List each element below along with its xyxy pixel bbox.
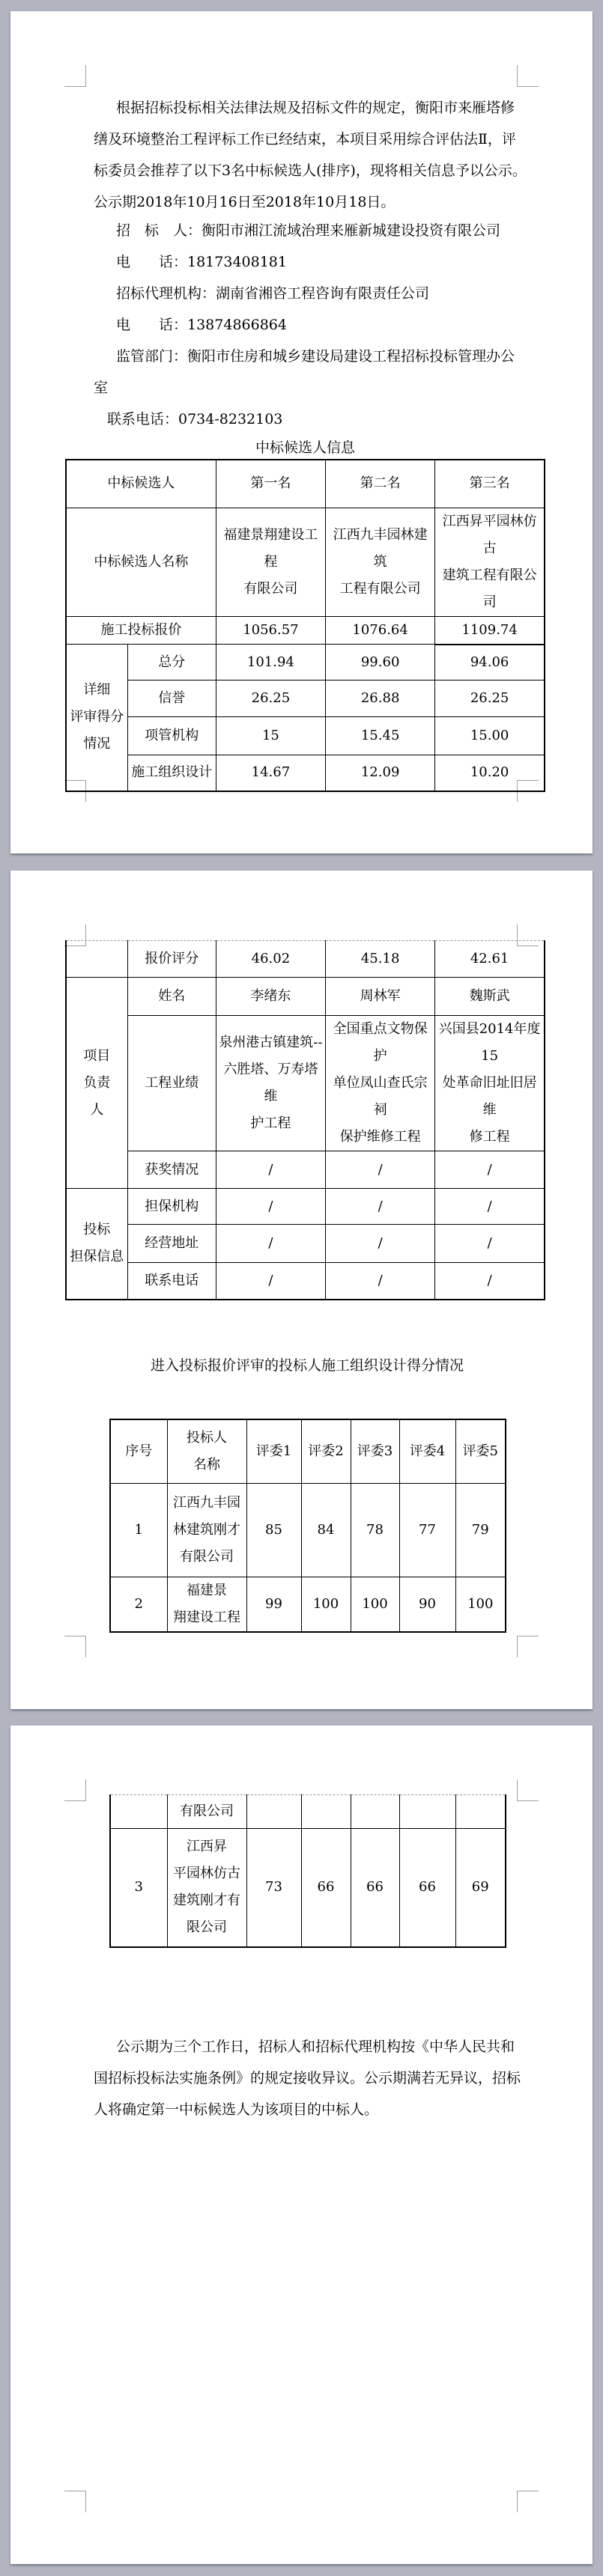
- row-label-cell: 担保机构: [127, 1189, 216, 1225]
- score-cell: 14.67: [216, 755, 325, 791]
- table-header-cell: 第三名: [435, 460, 545, 508]
- score-cell: 26.88: [326, 680, 435, 717]
- table-cell-empty: [301, 1795, 351, 1829]
- margin-mark-icon: [517, 2491, 539, 2512]
- table-header-cell: 第一名: [216, 460, 325, 508]
- group-label-cell: 投标 担保信息: [66, 1189, 127, 1300]
- row-label-cell: 报价评分: [127, 941, 216, 978]
- row-label-cell: 信誉: [127, 680, 216, 717]
- row-label-cell: 中标候选人名称: [66, 508, 216, 616]
- closing-line: 国招标投标法实施条例》的规定接收异议。公示期满若无异议，招标: [94, 2070, 521, 2086]
- achievement-cell: 泉州港古镇建筑-- 六胜塔、万寿塔维 护工程: [216, 1016, 325, 1151]
- price-cell: 1076.64: [326, 616, 435, 645]
- document-viewer: [0, 11, 603, 2576]
- score-cell: 15.45: [326, 717, 435, 755]
- table-header-cell: 评委3: [351, 1419, 399, 1483]
- judge-score-cell: 73: [246, 1829, 301, 1947]
- page-1: [10, 11, 593, 853]
- table-cell: /: [216, 1263, 325, 1300]
- score-cell: 46.02: [216, 941, 325, 978]
- table-cell: /: [216, 1225, 325, 1263]
- contact-line-phone2: 电 话：13874866864: [116, 317, 287, 333]
- achievement-cell: 全国重点文物保护 单位凤山查氏宗祠 保护维修工程: [326, 1016, 435, 1151]
- price-cell: 1109.74: [435, 616, 545, 645]
- score-cell: 94.06: [435, 645, 545, 680]
- table-cell-empty: [110, 1795, 167, 1829]
- scores-table-title: 进入投标报价评审的投标人施工组织设计得分情况: [150, 1357, 464, 1374]
- contact-line-supervisor: 监管部门：衡阳市住房和城乡建设局建设工程招标投标管理办公: [116, 348, 515, 365]
- candidate-name-cell: 福建景翔建设工程 有限公司: [216, 508, 325, 616]
- judge-score-cell: 100: [455, 1577, 506, 1632]
- table-header-cell: 评委1: [246, 1419, 301, 1483]
- bidder-name-cell: 江西九丰园 林建筑刚才 有限公司: [167, 1483, 246, 1577]
- table-cell-empty: [455, 1795, 506, 1829]
- intro-line: 缮及环境整治工程评标工作已经结束，本项目采用综合评估法Ⅱ，评: [94, 131, 516, 147]
- row-label-cell: 工程业绩: [127, 1016, 216, 1151]
- row-label-cell: 姓名: [127, 978, 216, 1016]
- row-label-cell: 获奖情况: [127, 1151, 216, 1189]
- margin-mark-icon: [517, 1636, 539, 1657]
- page-3: [10, 1726, 593, 2564]
- judge-score-cell: 100: [301, 1577, 351, 1632]
- margin-mark-icon: [517, 65, 539, 87]
- closing-line: 公示期为三个工作日，招标人和招标代理机构按《中华人民共和: [116, 2038, 515, 2055]
- table-cell: /: [326, 1225, 435, 1263]
- score-cell: 42.61: [435, 941, 545, 978]
- table-cell: /: [216, 1151, 325, 1189]
- score-cell: 101.94: [216, 645, 325, 680]
- table-cell-empty: [399, 1795, 455, 1829]
- intro-paragraph: [94, 92, 528, 218]
- group-label-cell: 详细 评审得分 情况: [66, 645, 127, 791]
- table-cell-empty: [351, 1795, 399, 1829]
- table-cell: /: [326, 1263, 435, 1300]
- closing-line: 人将确定第一中标候选人为该项目的中标人。: [94, 2101, 379, 2118]
- table-cell: /: [326, 1151, 435, 1189]
- table-header-cell: 评委5: [455, 1419, 506, 1483]
- table-header-cell: 中标候选人: [66, 460, 216, 508]
- score-cell: 99.60: [326, 645, 435, 680]
- score-cell: 15.00: [435, 717, 545, 755]
- margin-mark-icon: [64, 1779, 86, 1801]
- margin-mark-icon: [64, 2491, 86, 2512]
- table-cell: /: [435, 1263, 545, 1300]
- score-cell: 12.09: [326, 755, 435, 791]
- table-cell: /: [216, 1189, 325, 1225]
- candidate-name-cell: 江西昇平园林仿古 建筑工程有限公司: [435, 508, 545, 616]
- page-2: [10, 871, 593, 1709]
- row-label-cell: 联系电话: [127, 1263, 216, 1300]
- manager-name-cell: 周林军: [326, 978, 435, 1016]
- intro-line: 标委员会推荐了以下3名中标候选人(排序)，现将相关信息予以公示。: [94, 162, 527, 179]
- score-cell: 15: [216, 717, 325, 755]
- table-header-cell: 评委2: [301, 1419, 351, 1483]
- candidate-name-cell: 江西九丰园林建筑 工程有限公司: [326, 508, 435, 616]
- price-cell: 1056.57: [216, 616, 325, 645]
- table-cell: /: [435, 1225, 545, 1263]
- scores-table-continued: [109, 1794, 506, 1948]
- manager-name-cell: 李绪东: [216, 978, 325, 1016]
- table-cell-empty: [66, 941, 127, 978]
- judge-score-cell: 69: [455, 1829, 506, 1947]
- judge-score-cell: 66: [351, 1829, 399, 1947]
- table-header-cell: 第二名: [326, 460, 435, 508]
- margin-mark-icon: [64, 1636, 86, 1657]
- judge-score-cell: 66: [301, 1829, 351, 1947]
- candidates-table-title: 中标候选人信息: [255, 439, 355, 456]
- judge-score-cell: 77: [399, 1483, 455, 1577]
- table-header-cell: 序号: [110, 1419, 167, 1483]
- contact-line-phone3: 联系电话：0734-8232103: [107, 411, 283, 427]
- row-label-cell: 施工投标报价: [66, 616, 216, 645]
- row-label-cell: 总分: [127, 645, 216, 680]
- judge-score-cell: 90: [399, 1577, 455, 1632]
- manager-name-cell: 魏斯武: [435, 978, 545, 1016]
- judge-score-cell: 84: [301, 1483, 351, 1577]
- judge-score-cell: 100: [351, 1577, 399, 1632]
- contact-info: [94, 215, 528, 435]
- row-number-cell: 3: [110, 1829, 167, 1947]
- row-label-cell: 施工组织设计: [127, 755, 216, 791]
- table-cell: /: [435, 1151, 545, 1189]
- group-label-cell: 项目 负责 人: [66, 978, 127, 1189]
- table-cell: /: [435, 1189, 545, 1225]
- bidder-name-cell: 江西昇 平园林仿古 建筑刚才有 限公司: [167, 1829, 246, 1947]
- candidates-table: [65, 459, 545, 792]
- table-cell: /: [326, 1189, 435, 1225]
- table-header-cell: 评委4: [399, 1419, 455, 1483]
- bidder-name-cell: 福建景 翔建设工程: [167, 1577, 246, 1632]
- score-cell: 26.25: [435, 680, 545, 717]
- table-header-cell: 投标人 名称: [167, 1419, 246, 1483]
- row-label-cell: 经营地址: [127, 1225, 216, 1263]
- intro-line: 公示期2018年10月16日至2018年10月18日。: [94, 194, 396, 210]
- scores-table: [109, 1419, 506, 1633]
- margin-mark-icon: [64, 65, 86, 87]
- achievement-cell: 兴国县2014年度15 处革命旧址旧居维 修工程: [435, 1016, 545, 1151]
- judge-score-cell: 85: [246, 1483, 301, 1577]
- bidder-name-cell: 有限公司: [167, 1795, 246, 1829]
- contact-line-phone1: 电 话：18173408181: [116, 254, 287, 270]
- candidates-table-continued: [65, 940, 545, 1300]
- closing-paragraph: [94, 2031, 528, 2125]
- contact-line-supervisor-wrap: 室: [94, 380, 109, 396]
- judge-score-cell: 66: [399, 1829, 455, 1947]
- margin-mark-icon: [517, 1779, 539, 1801]
- row-number-cell: 2: [110, 1577, 167, 1632]
- score-cell: 45.18: [326, 941, 435, 978]
- row-label-cell: 项管机构: [127, 717, 216, 755]
- intro-line: 根据招标投标相关法律法规及招标文件的规定，衡阳市来雁塔修: [116, 100, 515, 116]
- judge-score-cell: 78: [351, 1483, 399, 1577]
- score-cell: 26.25: [216, 680, 325, 717]
- row-number-cell: 1: [110, 1483, 167, 1577]
- contact-line-agency: 招标代理机构：湖南省湘咨工程咨询有限责任公司: [116, 285, 430, 302]
- judge-score-cell: 99: [246, 1577, 301, 1632]
- table-cell-empty: [246, 1795, 301, 1829]
- judge-score-cell: 79: [455, 1483, 506, 1577]
- score-cell: 10.20: [435, 755, 545, 791]
- contact-line-tenderer: 招 标 人：衡阳市湘江流域治理来雁新城建设投资有限公司: [116, 222, 501, 239]
